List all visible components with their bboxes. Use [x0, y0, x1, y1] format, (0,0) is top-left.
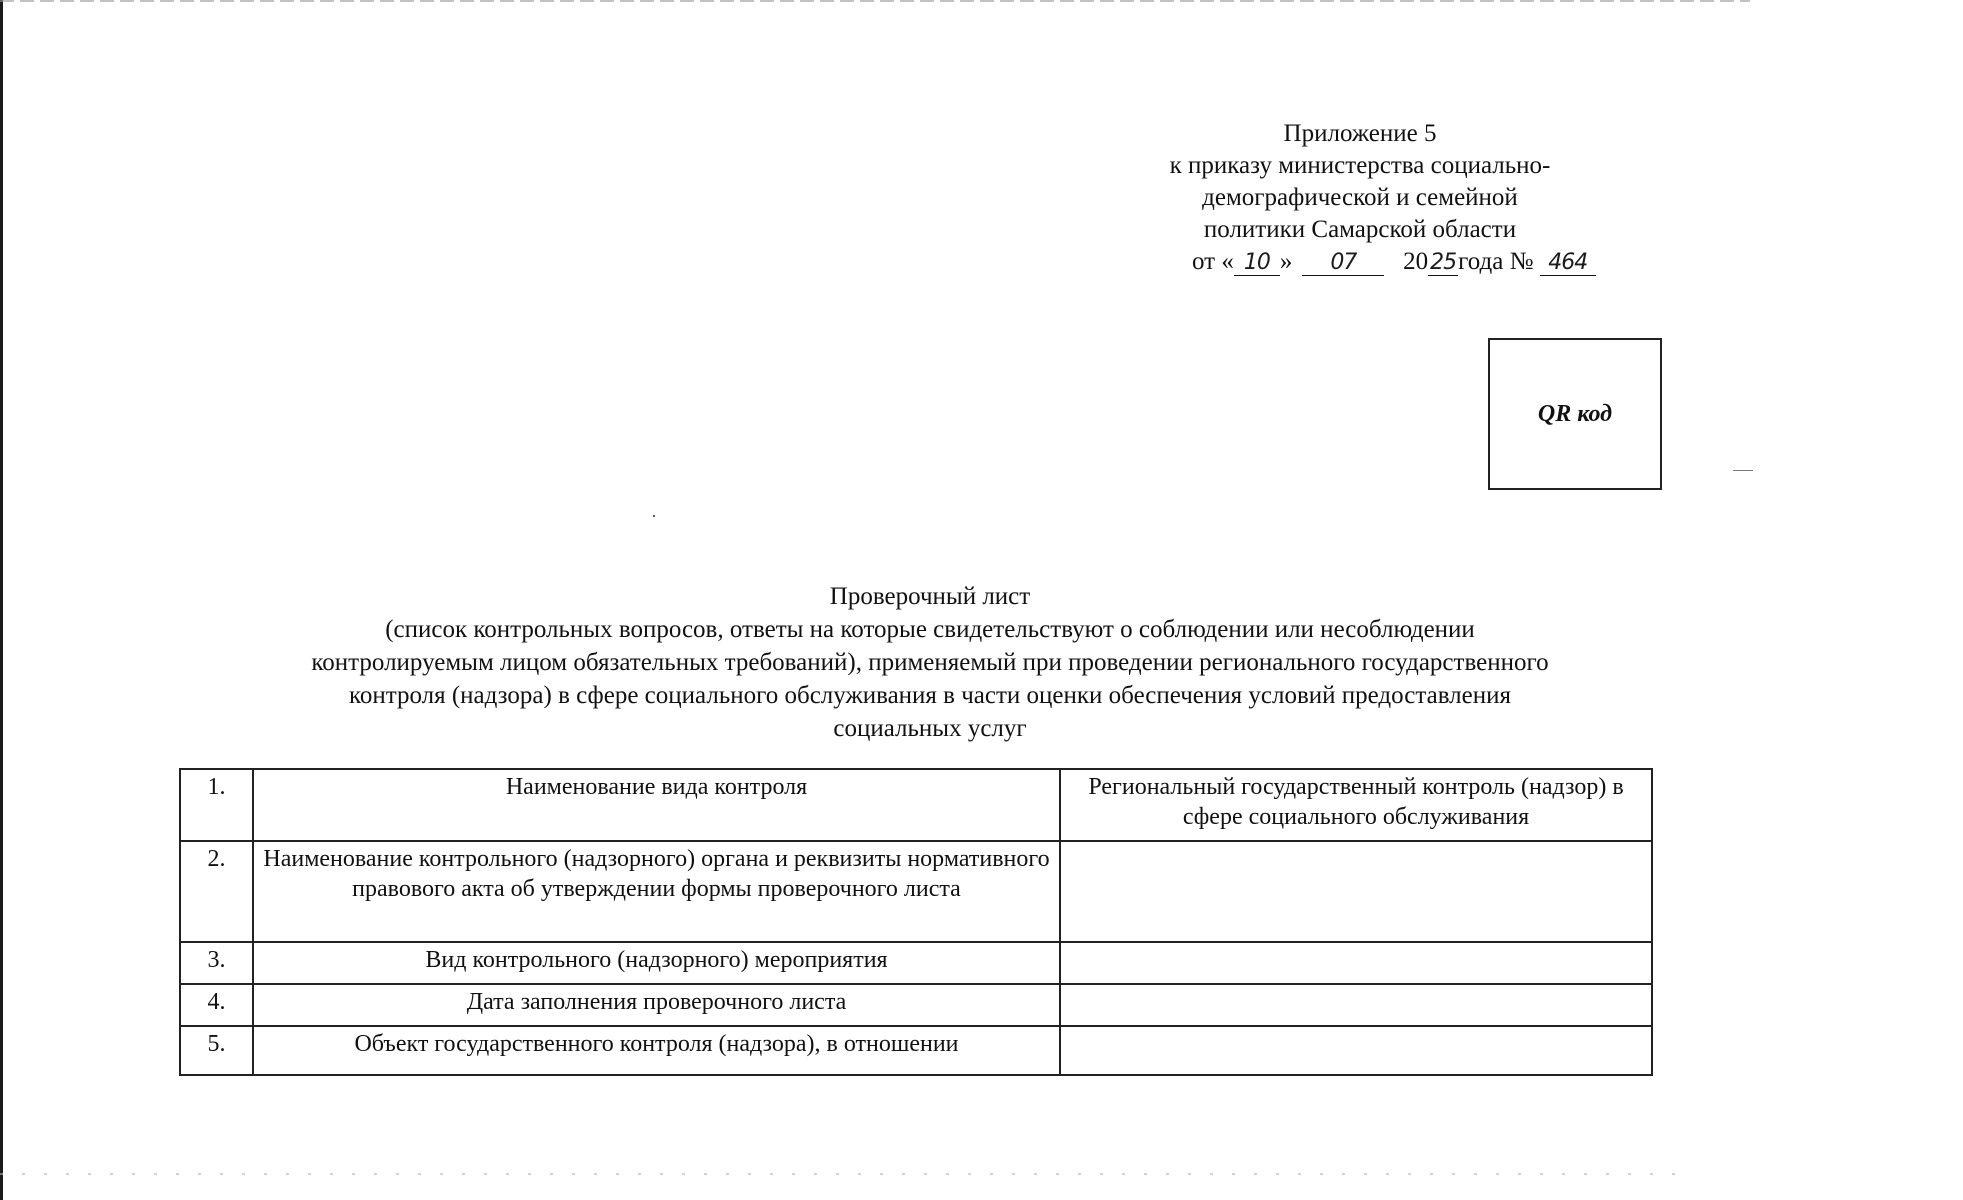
row-value	[1060, 984, 1652, 1026]
row-value: Региональный государственный контроль (надзор) в сфере социального обслуживания	[1060, 769, 1652, 841]
checklist-subtitle-line: социальных услуг	[833, 715, 1027, 742]
date-year-prefix: 20	[1403, 248, 1429, 275]
row-number: 1.	[180, 769, 253, 841]
row-name: Наименование вида контроля	[253, 769, 1060, 841]
date-month-handwritten: 07	[1302, 251, 1384, 276]
date-year-handwritten: 25	[1430, 250, 1457, 275]
scan-mark	[1733, 470, 1753, 471]
scan-left-edge	[0, 0, 3, 1200]
checklist-info-table	[179, 768, 1653, 1076]
appendix-header	[1150, 118, 1588, 278]
table-row	[180, 984, 1652, 1026]
row-value	[1060, 1026, 1652, 1075]
appendix-line: политики Самарской области	[1203, 216, 1517, 243]
row-name: Объект государственного контроля (надзора), в отношении	[253, 1026, 1060, 1075]
table-row	[180, 769, 1652, 841]
table-row	[180, 841, 1652, 942]
row-number: 4.	[180, 984, 253, 1026]
table-row	[180, 942, 1652, 984]
appendix-title: Приложение 5	[1283, 120, 1437, 147]
row-number: 3.	[180, 942, 253, 984]
date-day-handwritten: 10	[1234, 251, 1280, 276]
date-year-word: года №	[1458, 248, 1534, 275]
date-mid: »	[1279, 248, 1293, 275]
scan-bottom-dots	[0, 1173, 1690, 1175]
table-row	[180, 1026, 1652, 1075]
row-name: Вид контрольного (надзорного) мероприятия	[253, 942, 1060, 984]
row-value	[1060, 841, 1652, 942]
checklist-subtitle-line: (список контрольных вопросов, ответы на которые свидетельствуют о соблюдении или несоблюдении	[385, 616, 1475, 643]
row-name: Наименование контрольного (надзорного) органа и реквизиты нормативного правового акта об утверждении формы проверочного листа	[253, 841, 1060, 942]
order-number-handwritten: 464	[1540, 251, 1596, 276]
checklist-subtitle-line: контролируемым лицом обязательных требований), применяемый при проведении регионального государственного	[311, 649, 1549, 676]
appendix-line: к приказу министерства социально-	[1169, 152, 1551, 179]
scan-dot	[653, 515, 655, 517]
scan-top-edge	[0, 0, 1750, 2]
row-value	[1060, 942, 1652, 984]
qr-code-label: QR код	[1537, 400, 1613, 427]
checklist-title-block	[190, 580, 1670, 745]
row-number: 5.	[180, 1026, 253, 1075]
checklist-subtitle-line: контроля (надзора) в сфере социального обслуживания в части оценки обеспечения условий предоставления	[348, 682, 1512, 709]
order-date-line	[1192, 246, 1588, 278]
qr-code-placeholder	[1488, 338, 1662, 490]
row-number: 2.	[180, 841, 253, 942]
appendix-line: демографической и семейной	[1202, 184, 1518, 211]
row-name: Дата заполнения проверочного листа	[253, 984, 1060, 1026]
checklist-heading: Проверочный лист	[829, 583, 1031, 610]
date-prefix: от «	[1192, 248, 1234, 275]
